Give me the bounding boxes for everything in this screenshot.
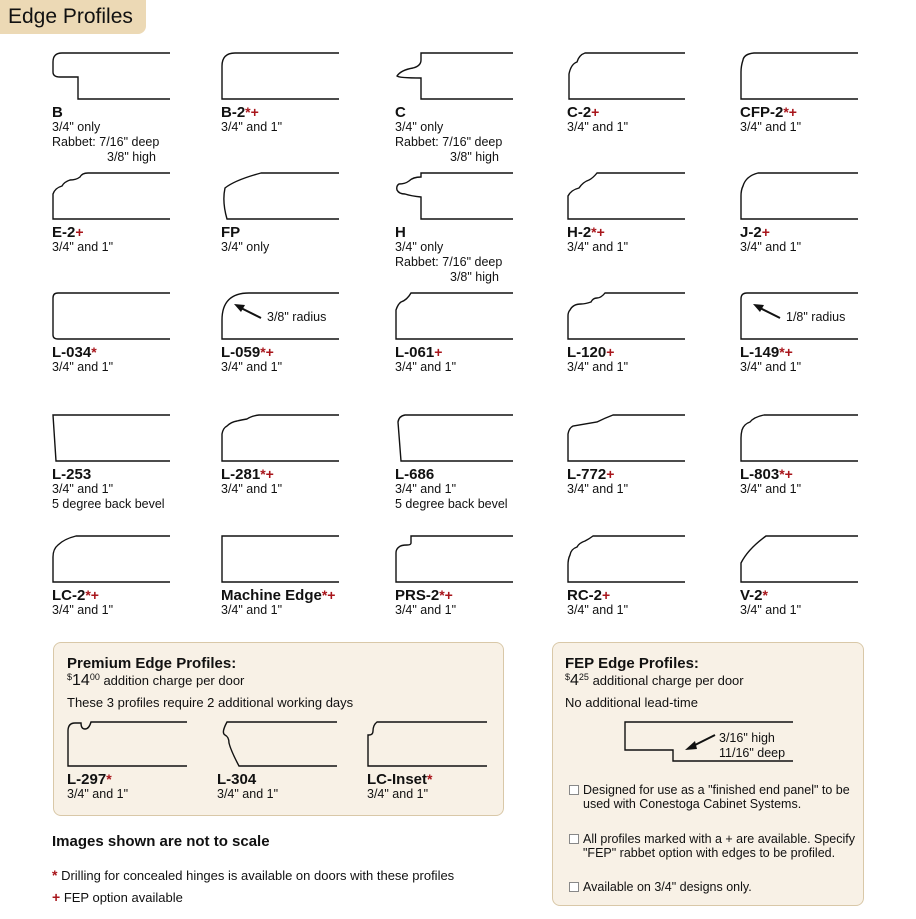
profile-spec: 5 degree back bevel (52, 497, 165, 511)
profile-name: L-281*+ (221, 466, 274, 483)
profile-spec: 5 degree back bevel (395, 497, 508, 511)
profile-spec: 3/4" and 1" (740, 120, 802, 134)
fep-dim-deep: 11/16" deep (719, 746, 786, 760)
profile-spec: 3/4" and 1" (395, 603, 457, 617)
profile-spec: Rabbet: 7/16" deep (395, 255, 503, 269)
profile-name: FP (221, 224, 241, 241)
profile-name: L-059*+ (221, 344, 274, 361)
profile-l-059 (221, 292, 381, 412)
profile-lc-2 (52, 535, 212, 655)
profile-name: RC-2+ (567, 587, 611, 604)
profile-spec: 3/4" and 1" (221, 603, 283, 617)
profile-spec: 3/4" and 1" (67, 787, 129, 801)
profile-name: L-686 (395, 466, 435, 483)
profile-outline (567, 52, 689, 102)
profile-name: LC-2*+ (52, 587, 99, 604)
profile-machine-edge (221, 535, 381, 655)
profile-outline (740, 414, 862, 464)
profile-outline (567, 535, 689, 585)
profile-name: L-061+ (395, 344, 443, 361)
profile-spec: 3/4" only (52, 120, 101, 134)
profile-name: LC-Inset* (367, 771, 433, 788)
premium-box (53, 642, 504, 816)
premium-profile-l-297 (67, 721, 227, 811)
profile-e-2 (52, 172, 212, 292)
fep-rabbet-drawing (553, 713, 863, 793)
premium-title: Premium Edge Profiles: (67, 655, 237, 672)
profile-outline (221, 172, 343, 222)
profile-l-061 (395, 292, 555, 412)
fep-item-2: All profiles marked with a + are available. Specify "FEP" rabbet option with edges to be profiled. (583, 832, 858, 860)
profile-outline (67, 721, 191, 769)
profile-name: L-253 (52, 466, 92, 483)
profile-spec: 3/4" and 1" (567, 120, 629, 134)
profile-outline (740, 52, 862, 102)
profile-name: L-304 (217, 771, 257, 788)
checkbox-icon (569, 882, 579, 892)
profile-cfp-2 (740, 52, 900, 172)
profile-outline (52, 172, 174, 222)
profile-rc-2 (567, 535, 727, 655)
profile-name: L-120+ (567, 344, 615, 361)
profile-spec: 3/4" and 1" (740, 482, 802, 496)
profile-spec: 3/4" and 1" (395, 360, 457, 374)
profile-spec: 3/4" and 1" (740, 240, 802, 254)
profile-outline (221, 535, 343, 585)
profile-spec: 3/4" and 1" (52, 240, 114, 254)
fep-title: FEP Edge Profiles: (565, 655, 699, 672)
profile-h-2 (567, 172, 727, 292)
profile-c (395, 52, 555, 172)
profile-spec: 3/4" and 1" (395, 482, 457, 496)
profile-name: J-2+ (740, 224, 770, 241)
profile-prs-2 (395, 535, 555, 655)
profile-name: V-2* (740, 587, 768, 604)
profile-name: L-803*+ (740, 466, 793, 483)
checkbox-icon (569, 785, 579, 795)
profile-name: L-149*+ (740, 344, 793, 361)
profile-outline (567, 414, 689, 464)
profile-outline (221, 52, 343, 102)
profile-outline (395, 52, 517, 102)
profile-name: C (395, 104, 406, 121)
profile-spec: 3/4" and 1" (567, 240, 629, 254)
profile-v-2 (740, 535, 900, 655)
profile-l-803 (740, 414, 900, 534)
profile-outline (52, 52, 174, 102)
profile-outline (395, 292, 517, 342)
profile-outline (740, 535, 862, 585)
premium-note: These 3 profiles require 2 additional working days (67, 695, 354, 710)
profile-b-2 (221, 52, 381, 172)
profile-spec: 3/4" and 1" (567, 482, 629, 496)
profile-spec: 3/8" high (107, 150, 156, 164)
fep-item-3: Available on 3/4" designs only. (583, 880, 853, 894)
profile-outline (740, 172, 862, 222)
page-title: Edge Profiles (0, 0, 146, 34)
fep-price: $^{\$}4^{25}$ additional charge per door (565, 672, 744, 689)
legend-drilling: * Drilling for concealed hinges is available on doors with these profiles (52, 867, 455, 883)
profile-name: E-2+ (52, 224, 84, 241)
profile-c-2 (567, 52, 727, 172)
profile-name: C-2+ (567, 104, 600, 121)
profile-fp (221, 172, 381, 292)
profile-spec: Rabbet: 7/16" deep (395, 135, 503, 149)
profile-name: H-2*+ (567, 224, 605, 241)
profile-name: Machine Edge*+ (221, 587, 336, 604)
profile-spec: 3/4" and 1" (217, 787, 279, 801)
profile-name: PRS-2*+ (395, 587, 453, 604)
checkbox-icon (569, 834, 579, 844)
profile-outline (395, 414, 517, 464)
profile-spec: 3/4" only (221, 240, 270, 254)
profile-spec: 3/4" and 1" (221, 120, 283, 134)
profile-outline (217, 721, 341, 769)
premium-price: $^{\$}14^{00}$ addition charge per door (67, 672, 245, 689)
fep-box (552, 642, 864, 906)
profile-name: L-034* (52, 344, 97, 361)
profile-outline (567, 292, 689, 342)
profile-spec: 3/4" and 1" (740, 603, 802, 617)
profile-spec: Rabbet: 7/16" deep (52, 135, 160, 149)
fep-dim-high: 3/16" high (719, 731, 775, 745)
profile-l-772 (567, 414, 727, 534)
fep-note: No additional lead-time (565, 695, 698, 710)
profile-l-034 (52, 292, 212, 412)
profile-spec: 3/4" and 1" (567, 603, 629, 617)
profile-spec: 3/4" and 1" (52, 603, 114, 617)
profile-outline (52, 292, 174, 342)
scale-note: Images shown are not to scale (52, 833, 270, 850)
profile-outline (395, 172, 517, 222)
profile-outline (52, 535, 174, 585)
profile-spec: 3/4" and 1" (52, 482, 114, 496)
profile-l-120 (567, 292, 727, 412)
profile-l-253 (52, 414, 212, 534)
profile-spec: 3/8" high (450, 270, 499, 284)
profile-spec: 3/4" and 1" (52, 360, 114, 374)
profile-outline (221, 414, 343, 464)
profile-spec: 3/4" and 1" (367, 787, 429, 801)
profile-j-2 (740, 172, 900, 292)
profile-name: B (52, 104, 63, 121)
profile-outline (367, 721, 491, 769)
profile-l-281 (221, 414, 381, 534)
radius-note: 3/8" radius (267, 310, 327, 324)
profile-spec: 3/4" and 1" (740, 360, 802, 374)
profile-spec: 3/4" and 1" (221, 482, 283, 496)
profile-outline (395, 535, 517, 585)
profile-spec: 3/4" and 1" (221, 360, 283, 374)
profile-l-686 (395, 414, 555, 534)
profile-name: B-2*+ (221, 104, 259, 121)
profile-outline (567, 172, 689, 222)
profile-h (395, 172, 555, 292)
fep-item-1: Designed for use as a "finished end panel" to be used with Conestoga Cabinet Systems. (583, 783, 853, 811)
profile-name: L-297* (67, 771, 112, 788)
profile-spec: 3/4" and 1" (567, 360, 629, 374)
legend-fep: + FEP option available (52, 889, 183, 905)
profile-b (52, 52, 212, 172)
premium-profile-lc-inset (367, 721, 527, 811)
profile-name: H (395, 224, 406, 241)
profile-name: L-772+ (567, 466, 615, 483)
premium-profile-l-304 (217, 721, 377, 811)
profile-spec: 3/8" high (450, 150, 499, 164)
profile-spec: 3/4" only (395, 240, 444, 254)
profile-spec: 3/4" only (395, 120, 444, 134)
profile-outline (52, 414, 174, 464)
radius-note: 1/8" radius (786, 310, 846, 324)
profile-l-149 (740, 292, 900, 412)
profile-name: CFP-2*+ (740, 104, 797, 121)
